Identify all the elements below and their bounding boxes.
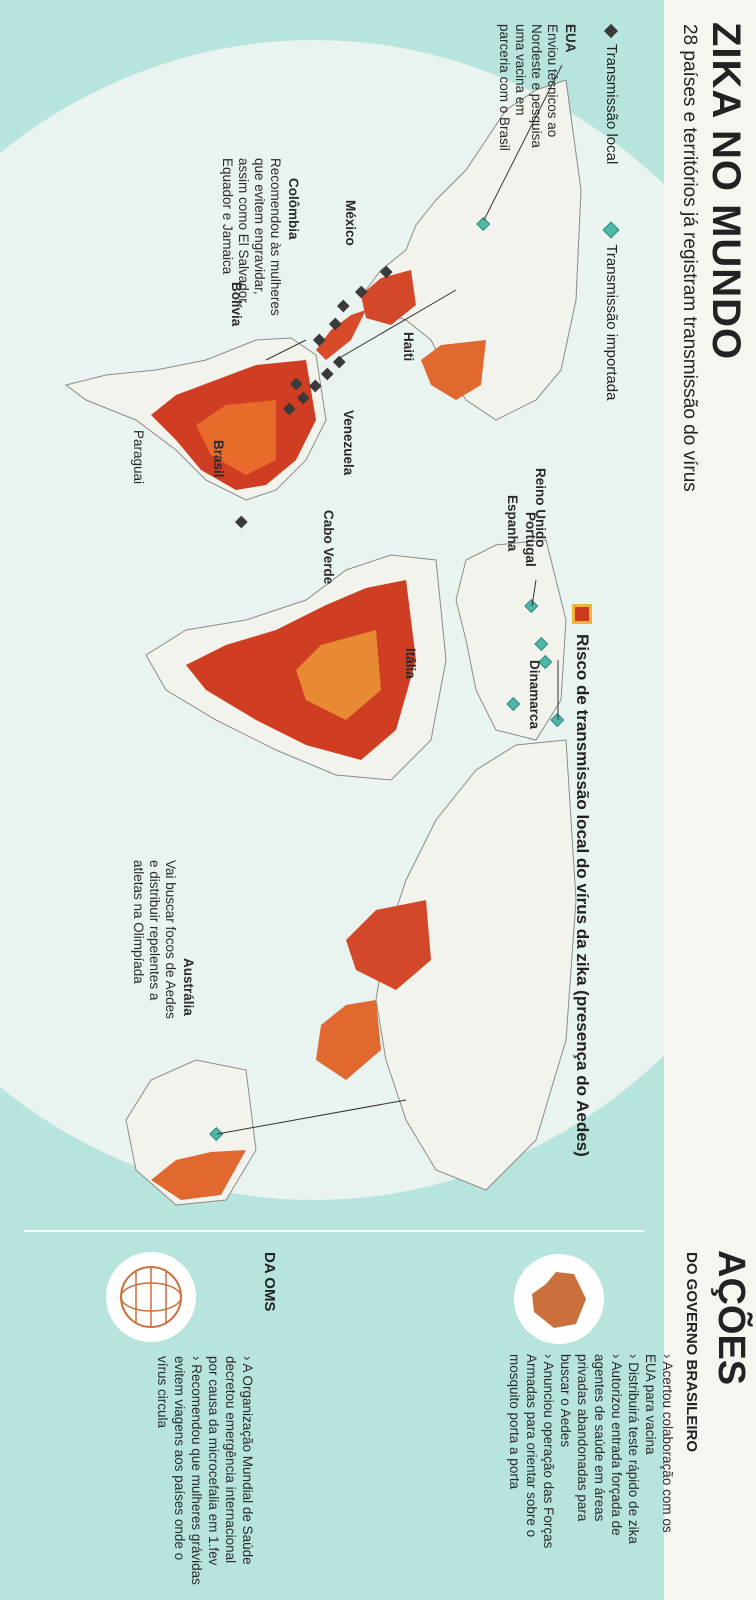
local-marker xyxy=(235,516,248,529)
world-map xyxy=(46,40,606,1240)
globe-icon xyxy=(106,1252,196,1342)
label-australia: Austrália xyxy=(181,958,196,1016)
governo-title: DO GOVERNO BRASILEIRO xyxy=(683,1252,700,1453)
southeast-asia-risk-shape xyxy=(316,1000,381,1080)
label-colombia: Colômbia xyxy=(286,178,301,240)
brazil-map-icon xyxy=(514,1254,604,1344)
label-cabo-verde: Cabo Verde xyxy=(321,510,336,585)
local-marker xyxy=(321,368,334,381)
governo-item: › Acertou colaboração com os EUA para vacina xyxy=(643,1354,675,1533)
imported-marker xyxy=(551,714,564,727)
label-dinamarca: Dinamarca xyxy=(527,660,542,730)
central-america-shape xyxy=(316,310,366,360)
governo-list xyxy=(506,1354,676,1554)
legend-imported-label: Transmissão importada xyxy=(603,244,620,401)
note-colombia: Recomendou às mulheres que evitem engravidar, assim como El Salvador, Equador e Jamaica xyxy=(220,158,283,316)
label-eua: EUA xyxy=(563,24,578,53)
label-espanha: Espanha xyxy=(505,495,520,552)
label-brasil: Brasil xyxy=(211,440,226,478)
acoes-title: AÇÕES xyxy=(710,1250,752,1386)
brazil-map-badge xyxy=(514,1254,604,1344)
label-reino-unido: Reino Unido xyxy=(533,468,548,548)
oms-title: DA OMS xyxy=(261,1252,278,1312)
page-title: ZIKA NO MUNDO xyxy=(704,22,748,361)
label-mexico: México xyxy=(343,200,358,246)
legend-risk-label: Risco de transmissão local do vírus da zika (presença do Aedes) xyxy=(573,634,592,1157)
label-venezuela: Venezuela xyxy=(341,410,356,476)
oms-item: › A Organização Mundial de Saúde decretou emergência internacional por causa da microcefalia em 1.fev xyxy=(206,1356,255,1566)
oms-list xyxy=(154,1356,256,1586)
governo-item: › Anunciou operação das Forças Armadas para orientar sobre o mosquito porta a porta xyxy=(507,1354,556,1549)
label-paraguai: Paraguai xyxy=(131,430,146,485)
label-haiti: Haiti xyxy=(401,332,416,362)
label-bolivia: Bolívia xyxy=(229,282,244,327)
oms-item: › Recomendou que mulheres grávidas evitem viagens aos países onde o vírus circula xyxy=(155,1356,204,1585)
europe-shape xyxy=(456,540,566,740)
legend-local-label: Transmissão local xyxy=(603,44,620,165)
governo-item: › Distribuirá teste rápido de zika xyxy=(626,1354,641,1544)
diamond-icon xyxy=(604,24,618,38)
globe-badge xyxy=(106,1252,196,1342)
label-portugal: Portugal xyxy=(523,512,538,567)
page-subtitle: 28 países e territórios já registram transmissão do vírus xyxy=(679,24,700,492)
note-australia: Vai buscar focos de Aedes e distribuir repelentes a atletas na Olimpíada xyxy=(131,860,178,1019)
label-italia: Itália xyxy=(403,648,418,679)
local-marker xyxy=(337,300,350,313)
governo-item: › Autorizou entrada forçada de agentes de saúde em áreas privadas abandonadas para buscar o Aedes xyxy=(558,1354,624,1536)
note-eua: Enviou técnicos ao Nordeste e pesquisa uma vacina em parceria com o Brasil xyxy=(497,24,560,151)
